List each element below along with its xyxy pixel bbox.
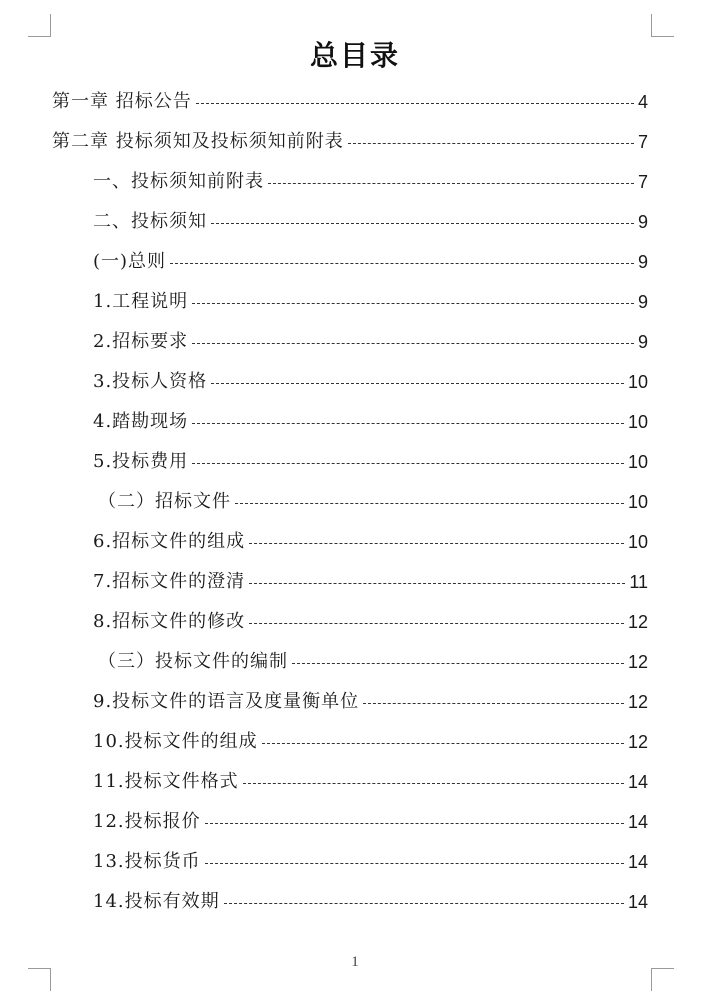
toc-entry[interactable] [93, 282, 648, 322]
toc-entry-page-number: 9 [637, 332, 648, 352]
toc-dot-leader [348, 143, 634, 144]
toc-entry[interactable] [93, 522, 648, 562]
toc-entry-page-number: 7 [637, 132, 648, 152]
toc-entry-title: 2.招标要求 [93, 331, 189, 352]
toc-dot-leader [211, 223, 634, 224]
toc-entry-page-number: 14 [627, 892, 648, 912]
toc-dot-leader [243, 783, 624, 784]
toc-entry-title: 7.招标文件的澄清 [93, 571, 246, 592]
toc-entry-title: 第一章 招标公告 [52, 91, 192, 112]
toc-entry[interactable] [93, 562, 648, 602]
toc-entry-page-number: 14 [627, 852, 648, 872]
toc-entry-page-number: 12 [627, 652, 648, 672]
toc-entry-title: (一)总则 [93, 251, 167, 272]
toc-dot-leader [249, 543, 624, 544]
toc-entry[interactable] [93, 602, 648, 642]
toc-entry-page-number: 7 [637, 172, 648, 192]
toc-entry-title: 1.工程说明 [93, 291, 189, 312]
toc-entry-title: 第二章 投标须知及投标须知前附表 [52, 131, 344, 152]
toc-entry[interactable] [93, 762, 648, 802]
toc-entry-title: 二、投标须知 [93, 211, 207, 232]
toc-entry[interactable] [93, 682, 648, 722]
toc-entry-title: 12.投标报价 [93, 811, 201, 832]
toc-dot-leader [192, 463, 624, 464]
toc-entry-page-number: 10 [627, 412, 648, 432]
toc-dot-leader [205, 863, 624, 864]
toc-dot-leader [249, 623, 624, 624]
toc-dot-leader [211, 383, 624, 384]
toc-entry-page-number: 11 [629, 572, 648, 592]
toc-entry[interactable] [93, 202, 648, 242]
toc-entry-title: 14.投标有效期 [93, 891, 220, 912]
toc-entry[interactable] [98, 482, 648, 522]
toc-entry[interactable] [52, 122, 648, 162]
toc-entry[interactable] [93, 322, 648, 362]
toc-entry-title: 一、投标须知前附表 [93, 171, 264, 192]
toc-entry[interactable] [93, 242, 648, 282]
toc-entry-title: 5.投标费用 [93, 451, 189, 472]
toc-entry[interactable] [93, 362, 648, 402]
toc-entry[interactable] [93, 722, 648, 762]
toc-entry[interactable] [93, 162, 648, 202]
toc-dot-leader [196, 103, 634, 104]
toc-dot-leader [192, 303, 634, 304]
document-title: 总目录 [309, 39, 400, 72]
toc-entry-title: 11.投标文件格式 [93, 771, 239, 792]
toc-entry[interactable] [93, 442, 648, 482]
toc-entry-title: 3.投标人资格 [93, 371, 208, 392]
toc-dot-leader [292, 663, 624, 664]
toc-entry-title: 6.招标文件的组成 [93, 531, 246, 552]
toc-entry-page-number: 9 [637, 252, 648, 272]
toc-entry-title: （三）投标文件的编制 [98, 651, 288, 672]
crop-mark-bottom-left [28, 968, 51, 991]
toc-entry-page-number: 9 [637, 212, 648, 232]
toc-dot-leader [224, 903, 624, 904]
toc-entry-page-number: 12 [627, 732, 648, 752]
toc-entry[interactable] [52, 82, 648, 122]
crop-mark-bottom-right [651, 968, 674, 991]
toc-entry[interactable] [98, 642, 648, 682]
toc-entry-page-number: 14 [627, 772, 648, 792]
toc-entry-title: 4.踏勘现场 [93, 411, 189, 432]
toc-entry-page-number: 10 [627, 532, 648, 552]
toc-dot-leader [205, 823, 624, 824]
table-of-contents [0, 82, 710, 922]
toc-dot-leader [192, 423, 624, 424]
toc-dot-leader [262, 743, 624, 744]
toc-dot-leader [249, 583, 625, 584]
toc-entry-page-number: 10 [627, 492, 648, 512]
crop-mark-top-right [651, 14, 674, 37]
toc-entry-page-number: 10 [627, 452, 648, 472]
toc-dot-leader [235, 503, 624, 504]
toc-dot-leader [170, 263, 634, 264]
toc-entry[interactable] [93, 402, 648, 442]
toc-entry-title: 9.投标文件的语言及度量衡单位 [93, 691, 360, 712]
toc-entry-title: 10.投标文件的组成 [93, 731, 258, 752]
toc-entry-title: （二）招标文件 [98, 491, 231, 512]
toc-entry-page-number: 9 [637, 292, 648, 312]
toc-entry-page-number: 12 [627, 612, 648, 632]
toc-entry[interactable] [93, 842, 648, 882]
toc-dot-leader [268, 183, 634, 184]
toc-entry-page-number: 10 [627, 372, 648, 392]
toc-entry-page-number: 14 [627, 812, 648, 832]
toc-entry-title: 8.招标文件的修改 [93, 611, 246, 632]
toc-dot-leader [192, 343, 634, 344]
toc-entry-title: 13.投标货币 [93, 851, 201, 872]
crop-mark-top-left [28, 14, 51, 37]
toc-entry-page-number: 12 [627, 692, 648, 712]
footer-page-number: 1 [351, 954, 359, 970]
toc-dot-leader [363, 703, 624, 704]
toc-entry-page-number: 4 [637, 92, 648, 112]
toc-entry[interactable] [93, 882, 648, 922]
toc-entry[interactable] [93, 802, 648, 842]
